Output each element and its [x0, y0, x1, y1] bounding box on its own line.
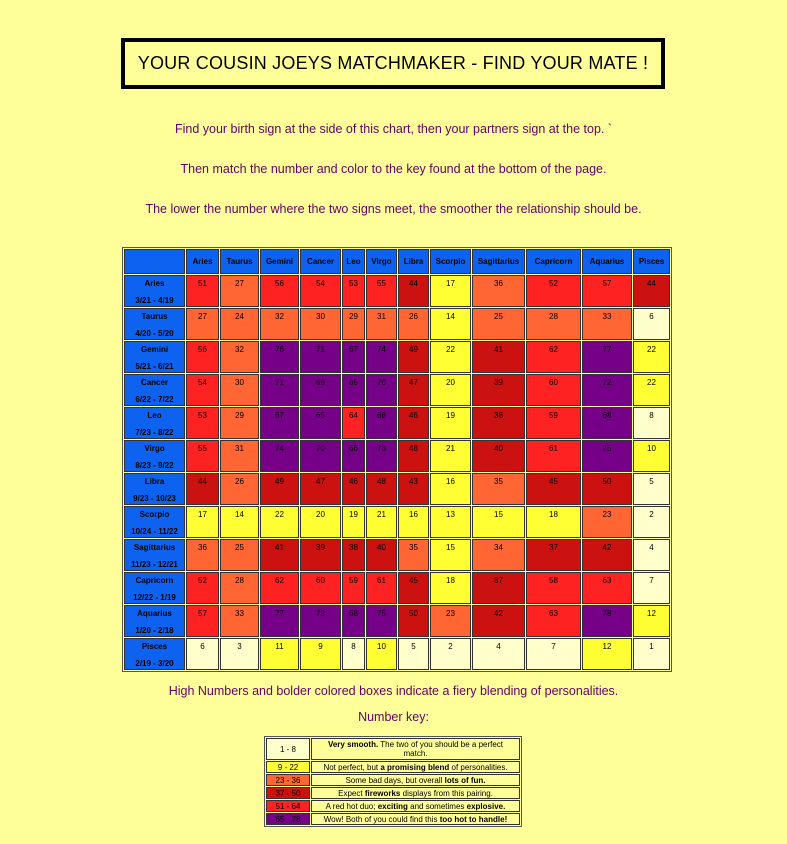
row-header-scorpio: [124, 506, 185, 538]
row-sign-name: Aquarius: [137, 609, 172, 618]
match-cell: 47: [300, 473, 341, 505]
column-header-scorpio: Scorpio: [430, 249, 471, 274]
row-sign-name: Virgo: [144, 444, 165, 453]
match-cell: 68: [582, 407, 632, 439]
match-cell: 55: [186, 440, 219, 472]
match-cell: 48: [366, 473, 397, 505]
key-description: [311, 774, 520, 786]
row-sign-name: Cancer: [140, 378, 169, 387]
match-cell: 15: [430, 539, 471, 571]
match-cell: 54: [186, 374, 219, 406]
match-cell: 22: [260, 506, 299, 538]
match-cell: 26: [220, 473, 259, 505]
table-row: [124, 275, 670, 307]
match-cell: 32: [220, 341, 259, 373]
column-header-sagittarius: Sagittarius: [472, 249, 525, 274]
row-sign-name: Gemini: [140, 345, 169, 354]
match-cell: 64: [342, 407, 365, 439]
match-cell: 58: [526, 572, 581, 604]
key-range: 1 - 8: [266, 738, 310, 760]
match-cell: 9: [300, 638, 341, 670]
match-cell: 41: [260, 539, 299, 571]
row-sign-dates: 9/23 - 10/23: [133, 494, 176, 503]
match-cell: 14: [220, 506, 259, 538]
key-row: [266, 738, 520, 760]
column-header-cancer: Cancer: [300, 249, 341, 274]
row-sign-name: Aries: [144, 279, 165, 288]
table-row: [124, 374, 670, 406]
match-cell: 45: [526, 473, 581, 505]
match-cell: 33: [582, 308, 632, 340]
match-cell: 49: [398, 341, 429, 373]
match-cell: 65: [342, 374, 365, 406]
match-cell: 74: [260, 440, 299, 472]
match-cell: 18: [526, 506, 581, 538]
table-row: [124, 341, 670, 373]
match-cell: 31: [220, 440, 259, 472]
match-cell: 72: [300, 605, 341, 637]
match-cell: 60: [526, 374, 581, 406]
match-cell: 28: [526, 308, 581, 340]
match-cell: 32: [260, 308, 299, 340]
key-emphasis: exciting: [377, 801, 408, 811]
match-cell: 8: [633, 407, 670, 439]
match-cell: 75: [582, 440, 632, 472]
key-text: Wow! Both of you could find this: [323, 814, 440, 824]
table-row: [124, 506, 670, 538]
match-cell: 70: [300, 440, 341, 472]
key-text: Expect: [338, 788, 365, 798]
match-cell: 16: [430, 473, 471, 505]
key-emphasis: too hot to handle!: [439, 814, 508, 824]
match-cell: 53: [342, 275, 365, 307]
match-cell: 38: [342, 539, 365, 571]
match-cell: 27: [186, 308, 219, 340]
match-cell: 71: [260, 374, 299, 406]
key-text: Some bad days, but overall: [345, 775, 445, 785]
row-sign-name: Scorpio: [139, 510, 170, 519]
match-cell: 74: [366, 341, 397, 373]
compatibility-chart: [122, 247, 672, 672]
row-sign-dates: 10/24 - 11/22: [131, 527, 178, 536]
match-cell: 67: [342, 341, 365, 373]
match-cell: 66: [366, 407, 397, 439]
column-header-aquarius: Aquarius: [582, 249, 632, 274]
row-sign-dates: 6/22 - 7/22: [135, 395, 174, 404]
row-sign-name: Taurus: [141, 312, 168, 321]
match-cell: 15: [472, 506, 525, 538]
match-cell: 10: [633, 440, 670, 472]
match-cell: 16: [398, 506, 429, 538]
row-sign-dates: 8/23 - 9/22: [135, 461, 174, 470]
match-cell: 39: [300, 539, 341, 571]
match-cell: 21: [430, 440, 471, 472]
row-header-aquarius: [124, 605, 185, 637]
match-cell: 75: [366, 605, 397, 637]
column-header-pisces: Pisces: [633, 249, 670, 274]
match-cell: 78: [582, 605, 632, 637]
match-cell: 27: [220, 275, 259, 307]
match-cell: 18: [430, 572, 471, 604]
match-cell: 43: [398, 473, 429, 505]
match-cell: 8: [342, 638, 365, 670]
match-cell: 37: [526, 539, 581, 571]
match-cell: 57: [186, 605, 219, 637]
match-cell: 20: [300, 506, 341, 538]
match-cell: 65: [300, 407, 341, 439]
key-emphasis: fireworks: [364, 788, 401, 798]
column-header-virgo: Virgo: [366, 249, 397, 274]
key-row: [266, 761, 520, 773]
row-header-aries: [124, 275, 185, 307]
row-sign-dates: 1/20 - 2/18: [135, 626, 174, 635]
key-description: [311, 800, 520, 812]
key-range: 23 - 36: [266, 774, 310, 786]
page-title: YOUR COUSIN JOEYS MATCHMAKER - FIND YOUR MATE !: [137, 53, 649, 73]
match-cell: 56: [260, 275, 299, 307]
table-row: [124, 473, 670, 505]
table-row: [124, 572, 670, 604]
key-text: The two of you should be a perfect match.: [378, 740, 504, 758]
match-cell: 35: [472, 473, 525, 505]
match-cell: 6: [186, 638, 219, 670]
match-cell: 25: [220, 539, 259, 571]
match-cell: 72: [582, 374, 632, 406]
match-cell: 53: [186, 407, 219, 439]
match-cell: 77: [582, 341, 632, 373]
row-sign-dates: 5/21 - 6/21: [135, 362, 174, 371]
match-cell: 71: [300, 341, 341, 373]
column-header-gemini: Gemini: [260, 249, 299, 274]
key-text: Not perfect, but: [323, 762, 381, 772]
match-cell: 37: [472, 572, 525, 604]
match-cell: 35: [398, 539, 429, 571]
key-description: [311, 813, 520, 825]
match-cell: 63: [526, 605, 581, 637]
key-row: [266, 813, 520, 825]
match-cell: 21: [366, 506, 397, 538]
match-cell: 12: [582, 638, 632, 670]
key-description: [311, 761, 520, 773]
row-header-pisces: [124, 638, 185, 670]
match-cell: 62: [526, 341, 581, 373]
match-cell: 44: [186, 473, 219, 505]
match-cell: 26: [398, 308, 429, 340]
match-cell: 19: [342, 506, 365, 538]
match-cell: 46: [398, 407, 429, 439]
match-cell: 52: [526, 275, 581, 307]
match-cell: 22: [430, 341, 471, 373]
match-cell: 10: [366, 638, 397, 670]
match-cell: 55: [366, 275, 397, 307]
row-header-leo: [124, 407, 185, 439]
match-cell: 41: [472, 341, 525, 373]
match-cell: 38: [472, 407, 525, 439]
row-header-sagittarius: [124, 539, 185, 571]
match-cell: 70: [366, 374, 397, 406]
row-sign-dates: 2/19 - 3/20: [135, 659, 174, 668]
match-cell: 50: [582, 473, 632, 505]
number-key-table: [264, 736, 522, 827]
key-text: A red hot duo;: [325, 801, 378, 811]
match-cell: 34: [472, 539, 525, 571]
key-emphasis: Very smooth.: [327, 740, 379, 749]
match-cell: 33: [220, 605, 259, 637]
match-cell: 25: [472, 308, 525, 340]
match-cell: 17: [186, 506, 219, 538]
row-sign-name: Sagittarius: [133, 543, 176, 552]
row-sign-dates: 4/20 - 5/20: [135, 329, 174, 338]
row-header-capricorn: [124, 572, 185, 604]
match-cell: 6: [633, 308, 670, 340]
intro-line-3: The lower the number where the two signs meet, the smoother the relationship should be.: [145, 202, 642, 216]
row-header-virgo: [124, 440, 185, 472]
match-cell: 61: [526, 440, 581, 472]
match-cell: 11: [260, 638, 299, 670]
match-cell: 73: [366, 440, 397, 472]
match-cell: 1: [633, 638, 670, 670]
match-cell: 50: [398, 605, 429, 637]
row-sign-name: Capricorn: [135, 576, 174, 585]
match-cell: 62: [260, 572, 299, 604]
table-row: [124, 407, 670, 439]
match-cell: 59: [342, 572, 365, 604]
table-row: [124, 605, 670, 637]
intro-line-2: Then match the number and color to the key found at the bottom of the page.: [180, 162, 607, 176]
column-header-leo: Leo: [342, 249, 365, 274]
match-cell: 66: [342, 440, 365, 472]
match-cell: 47: [398, 374, 429, 406]
key-emphasis: explosive.: [466, 801, 506, 811]
match-cell: 30: [220, 374, 259, 406]
key-title: Number key:: [358, 710, 429, 724]
row-sign-name: Libra: [144, 477, 165, 486]
match-cell: 17: [430, 275, 471, 307]
match-cell: 19: [430, 407, 471, 439]
intro-line-1: Find your birth sign at the side of this chart, then your partners sign at the top. `: [174, 122, 613, 136]
match-cell: 46: [342, 473, 365, 505]
match-cell: 36: [472, 275, 525, 307]
table-row: [124, 308, 670, 340]
row-sign-name: Pisces: [141, 642, 168, 651]
match-cell: 36: [186, 539, 219, 571]
match-cell: 61: [366, 572, 397, 604]
match-cell: 42: [582, 539, 632, 571]
match-cell: 24: [220, 308, 259, 340]
match-cell: 14: [430, 308, 471, 340]
row-header-gemini: [124, 341, 185, 373]
key-range: 37 - 50: [266, 787, 310, 799]
match-cell: 5: [633, 473, 670, 505]
match-cell: 31: [366, 308, 397, 340]
match-cell: 2: [430, 638, 471, 670]
match-cell: 76: [260, 341, 299, 373]
match-cell: 23: [582, 506, 632, 538]
match-cell: 2: [633, 506, 670, 538]
match-cell: 68: [342, 605, 365, 637]
match-cell: 20: [430, 374, 471, 406]
match-cell: 49: [260, 473, 299, 505]
match-cell: 77: [260, 605, 299, 637]
match-cell: 29: [342, 308, 365, 340]
match-cell: 4: [633, 539, 670, 571]
column-header-taurus: Taurus: [220, 249, 259, 274]
row-sign-dates: 12/22 - 1/19: [133, 593, 176, 602]
match-cell: 7: [526, 638, 581, 670]
match-cell: 54: [300, 275, 341, 307]
match-cell: 40: [366, 539, 397, 571]
match-cell: 22: [633, 341, 670, 373]
match-cell: 59: [526, 407, 581, 439]
row-header-cancer: [124, 374, 185, 406]
match-cell: 63: [582, 572, 632, 604]
key-emphasis: lots of fun.: [444, 775, 486, 785]
match-cell: 13: [430, 506, 471, 538]
match-cell: 67: [260, 407, 299, 439]
match-cell: 45: [398, 572, 429, 604]
match-cell: 44: [633, 275, 670, 307]
table-row: [124, 539, 670, 571]
key-description: [311, 787, 520, 799]
key-range: 9 - 22: [266, 761, 310, 773]
column-header-libra: Libra: [398, 249, 429, 274]
match-cell: 39: [472, 374, 525, 406]
key-emphasis: a promising blend: [380, 762, 450, 772]
match-cell: 42: [472, 605, 525, 637]
key-text: and sometimes: [407, 801, 467, 811]
match-cell: 60: [300, 572, 341, 604]
match-cell: 44: [398, 275, 429, 307]
key-description: [311, 738, 520, 760]
key-row: [266, 800, 520, 812]
match-cell: 52: [186, 572, 219, 604]
row-sign-dates: 7/23 - 8/22: [135, 428, 174, 437]
match-cell: 28: [220, 572, 259, 604]
row-sign-name: Leo: [147, 411, 162, 420]
table-row: [124, 638, 670, 670]
match-cell: 30: [300, 308, 341, 340]
key-range: 65 - 78: [266, 813, 310, 825]
match-cell: 48: [398, 440, 429, 472]
column-header-capricorn: Capricorn: [526, 249, 581, 274]
title-box: [121, 38, 665, 89]
key-text: of personalities.: [449, 762, 508, 772]
row-sign-dates: 11/23 - 12/21: [131, 560, 178, 569]
match-cell: 4: [472, 638, 525, 670]
key-row: [266, 787, 520, 799]
match-cell: 69: [300, 374, 341, 406]
footnote: High Numbers and bolder colored boxes indicate a fiery blending of personalities.: [168, 684, 619, 698]
match-cell: 56: [186, 341, 219, 373]
row-header-taurus: [124, 308, 185, 340]
row-sign-dates: 3/21 - 4/19: [135, 296, 174, 305]
match-cell: 51: [186, 275, 219, 307]
chart-corner: [124, 249, 185, 274]
match-cell: 57: [582, 275, 632, 307]
key-text: displays from this pairing.: [400, 788, 493, 798]
match-cell: 29: [220, 407, 259, 439]
match-cell: 3: [220, 638, 259, 670]
column-header-aries: Aries: [186, 249, 219, 274]
match-cell: 23: [430, 605, 471, 637]
key-row: [266, 774, 520, 786]
table-row: [124, 440, 670, 472]
match-cell: 12: [633, 605, 670, 637]
match-cell: 7: [633, 572, 670, 604]
match-cell: 5: [398, 638, 429, 670]
key-range: 51 - 64: [266, 800, 310, 812]
match-cell: 40: [472, 440, 525, 472]
row-header-libra: [124, 473, 185, 505]
match-cell: 22: [633, 374, 670, 406]
